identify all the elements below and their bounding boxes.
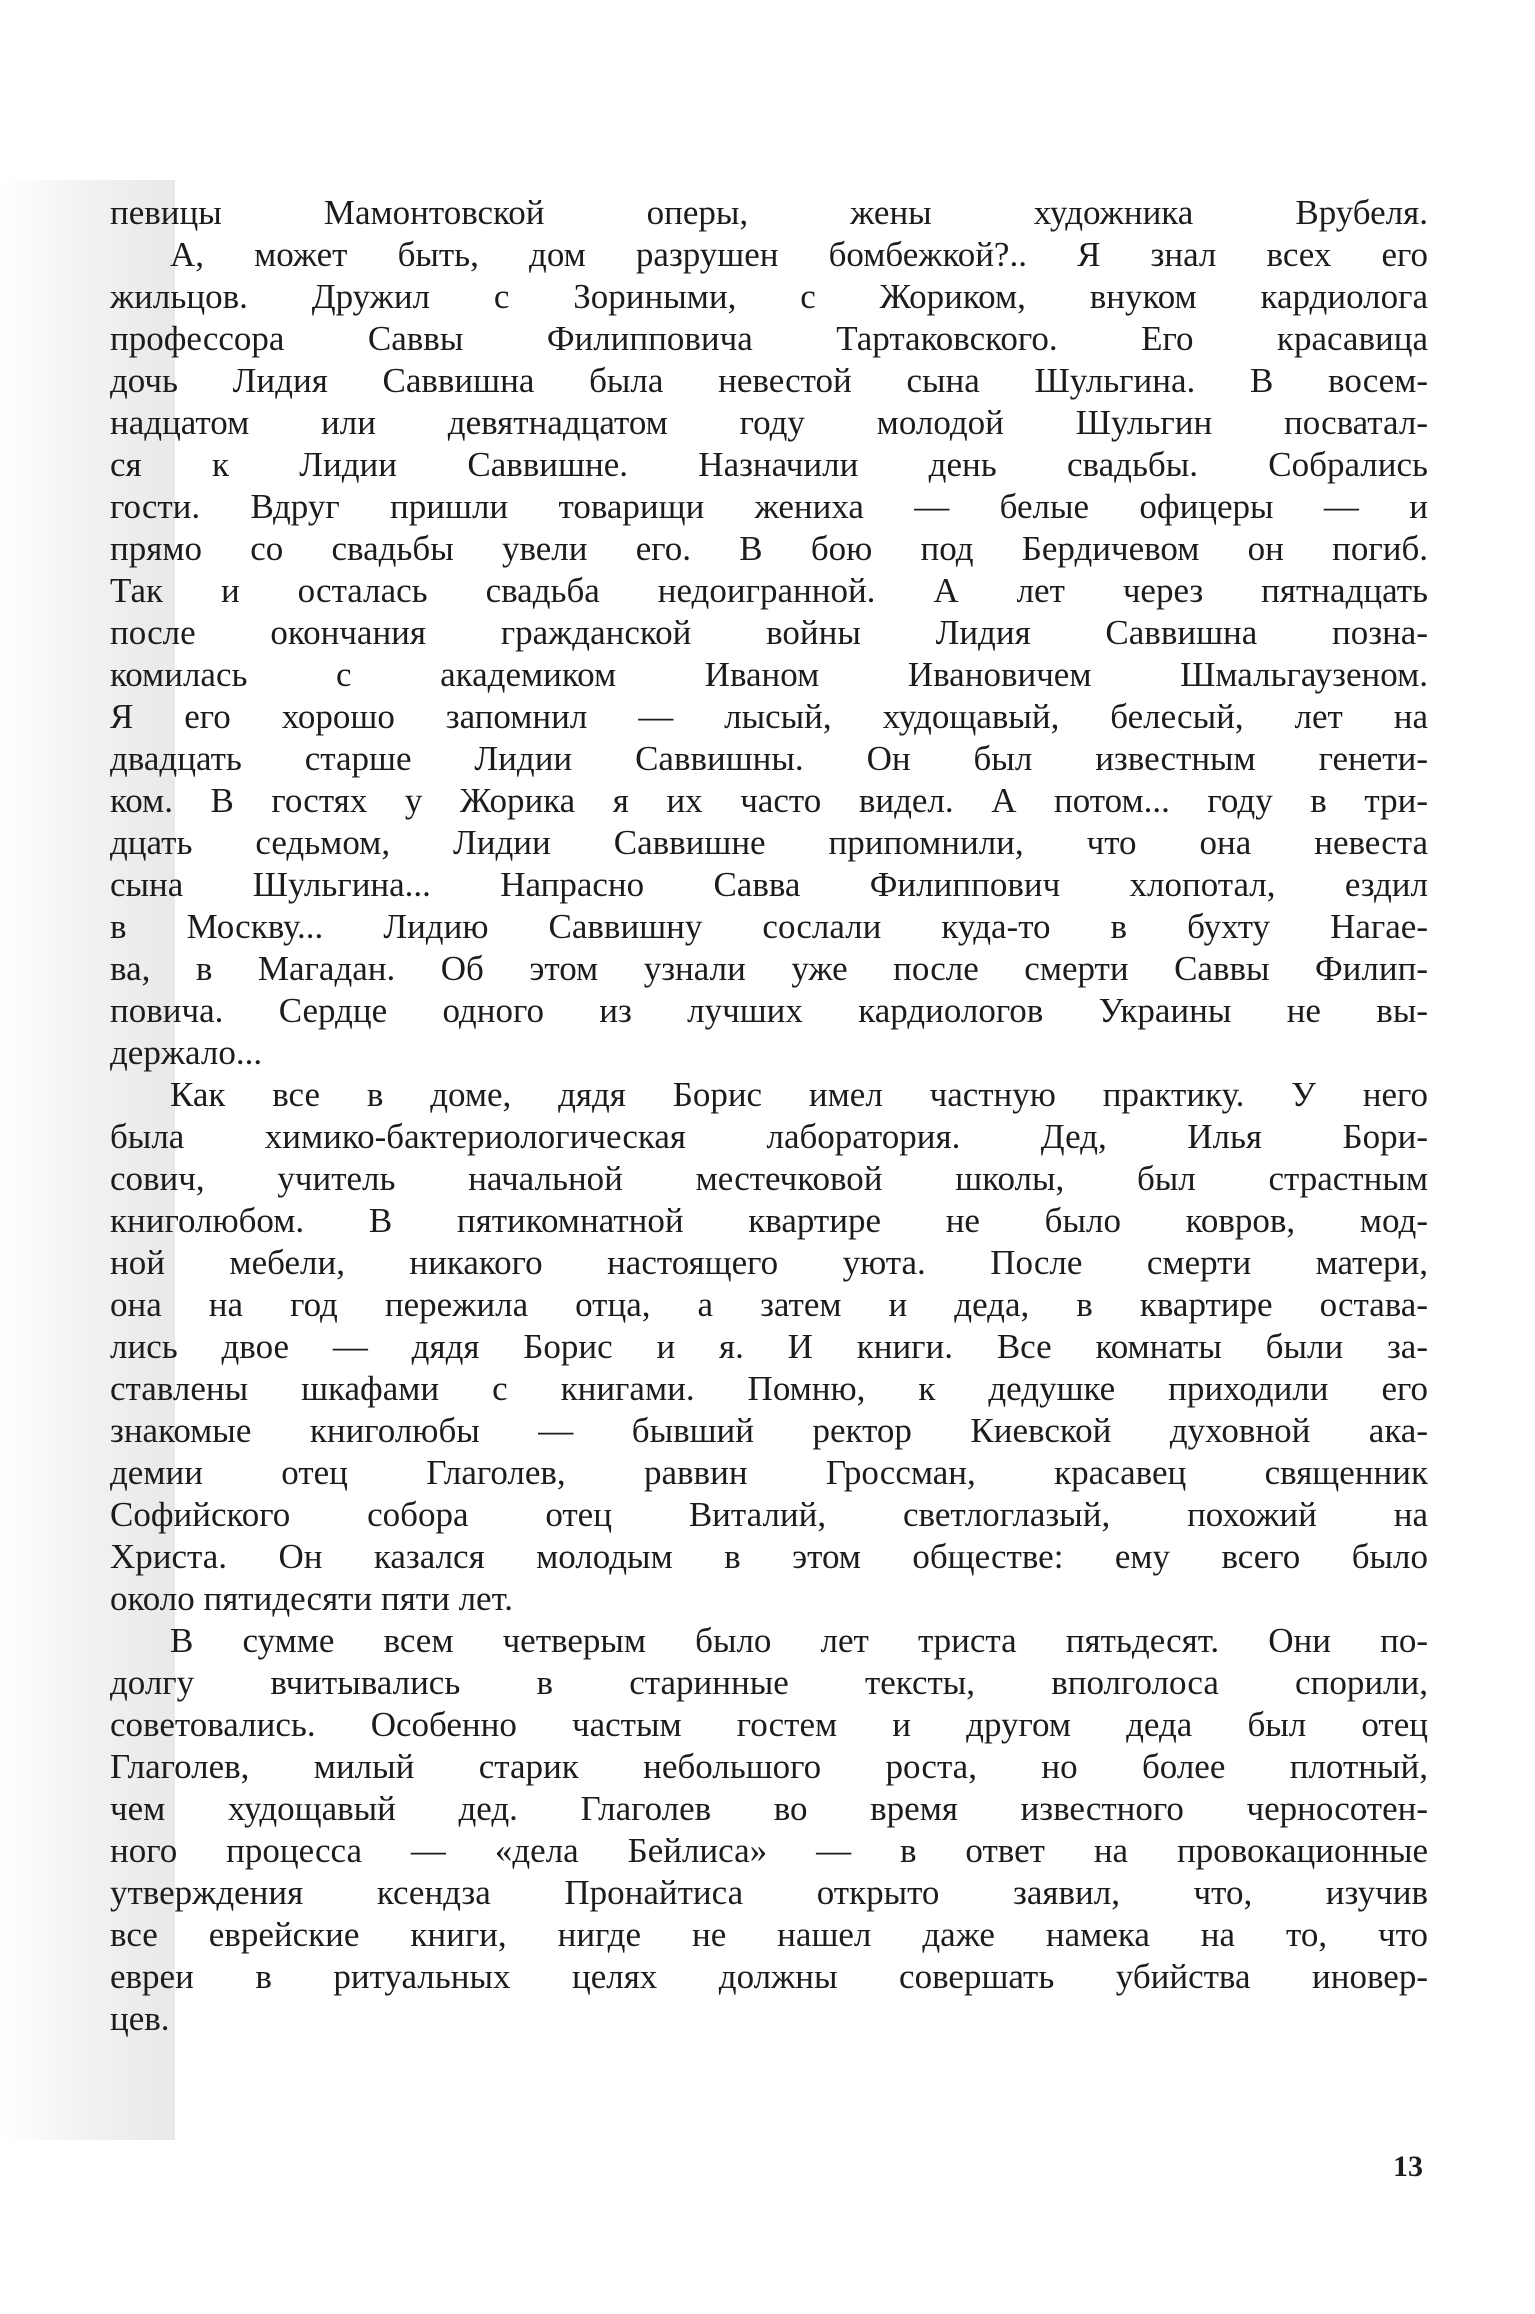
text-line: Христа. Он казался молодым в этом обществе: ему всего было: [110, 1537, 1428, 1576]
page-number: 13: [1393, 2150, 1423, 2183]
text-line: надцатом или девятнадцатом году молодой Шульгин посватал-: [110, 403, 1428, 442]
text-line: знакомые книголюбы — бывший ректор Киевской духовной ака-: [110, 1411, 1428, 1450]
text-line: советовались. Особенно частым гостем и другом деда был отец: [110, 1705, 1428, 1744]
text-line: дцать седьмом, Лидии Саввишне припомнили, что она невеста: [110, 823, 1428, 862]
text-line: сович, учитель начальной местечковой школы, был страстным: [110, 1159, 1428, 1198]
text-line: цев.: [110, 1999, 170, 2038]
text-line: прямо со свадьбы увели его. В бою под Бердичевом он погиб.: [110, 529, 1428, 568]
text-line: комилась с академиком Иваном Ивановичем Шмальгаузеном.: [110, 655, 1428, 694]
text-line: демии отец Глаголев, раввин Гроссман, красавец священник: [110, 1453, 1428, 1492]
text-line: А, может быть, дом разрушен бомбежкой?.. Я знал всех его: [170, 235, 1428, 274]
text-line: книголюбом. В пятикомнатной квартире не было ковров, мод-: [110, 1201, 1428, 1240]
text-line: певицы Мамонтовской оперы, жены художника Врубеля.: [110, 193, 1428, 232]
text-line: Глаголев, милый старик небольшого роста, но более плотный,: [110, 1747, 1428, 1786]
text-line: ком. В гостях у Жорика я их часто видел. А потом... году в три-: [110, 781, 1428, 820]
body-text: [110, 192, 1428, 2040]
text-line: Я его хорошо запомнил — лысый, худощавый, белесый, лет на: [110, 697, 1428, 736]
text-line: ся к Лидии Саввишне. Назначили день свадьбы. Собрались: [110, 445, 1428, 484]
text-line: все еврейские книги, нигде не нашел даже намека на то, что: [110, 1915, 1428, 1954]
text-line: чем худощавый дед. Глаголев во время известного черносотен-: [110, 1789, 1428, 1828]
text-line: гости. Вдруг пришли товарищи жениха — белые офицеры — и: [110, 487, 1428, 526]
text-line: евреи в ритуальных целях должны совершать убийства иновер-: [110, 1957, 1428, 1996]
text-line: двадцать старше Лидии Саввишны. Он был известным генети-: [110, 739, 1428, 778]
text-line: ного процесса — «дела Бейлиса» — в ответ на провокационные: [110, 1831, 1428, 1870]
text-line: сына Шульгина... Напрасно Савва Филиппович хлопотал, ездил: [110, 865, 1428, 904]
text-line: держало...: [110, 1033, 263, 1072]
text-line: около пятидесяти пяти лет.: [110, 1579, 513, 1618]
text-line: Софийского собора отец Виталий, светлоглазый, похожий на: [110, 1495, 1428, 1534]
text-line: долгу вчитывались в старинные тексты, вполголоса спорили,: [110, 1663, 1428, 1702]
text-line: утверждения ксендза Пронайтиса открыто заявил, что, изучив: [110, 1873, 1428, 1912]
text-line: жильцов. Дружил с Зориными, с Жориком, внуком кардиолога: [110, 277, 1428, 316]
text-line: ной мебели, никакого настоящего уюта. После смерти матери,: [110, 1243, 1428, 1282]
text-line: после окончания гражданской войны Лидия Саввишна позна-: [110, 613, 1428, 652]
text-line: была химико-бактериологическая лаборатория. Дед, Илья Бори-: [110, 1117, 1428, 1156]
text-line: она на год пережила отца, а затем и деда, в квартире остава-: [110, 1285, 1428, 1324]
text-line: в Москву... Лидию Саввишну сослали куда-то в бухту Нагае-: [110, 907, 1428, 946]
text-line: В сумме всем четверым было лет триста пятьдесят. Они по-: [170, 1621, 1428, 1660]
text-line: Как все в доме, дядя Борис имел частную практику. У него: [170, 1075, 1428, 1114]
text-line: ва, в Магадан. Об этом узнали уже после смерти Саввы Филип-: [110, 949, 1428, 988]
text-line: Так и осталась свадьба недоигранной. А лет через пятнадцать: [110, 571, 1428, 610]
text-line: профессора Саввы Филипповича Тартаковского. Его красавица: [110, 319, 1428, 358]
text-line: повича. Сердце одного из лучших кардиологов Украины не вы-: [110, 991, 1428, 1030]
text-line: дочь Лидия Саввишна была невестой сына Шульгина. В восем-: [110, 361, 1428, 400]
text-line: ставлены шкафами с книгами. Помню, к дедушке приходили его: [110, 1369, 1428, 1408]
text-line: лись двое — дядя Борис и я. И книги. Все комнаты были за-: [110, 1327, 1428, 1366]
